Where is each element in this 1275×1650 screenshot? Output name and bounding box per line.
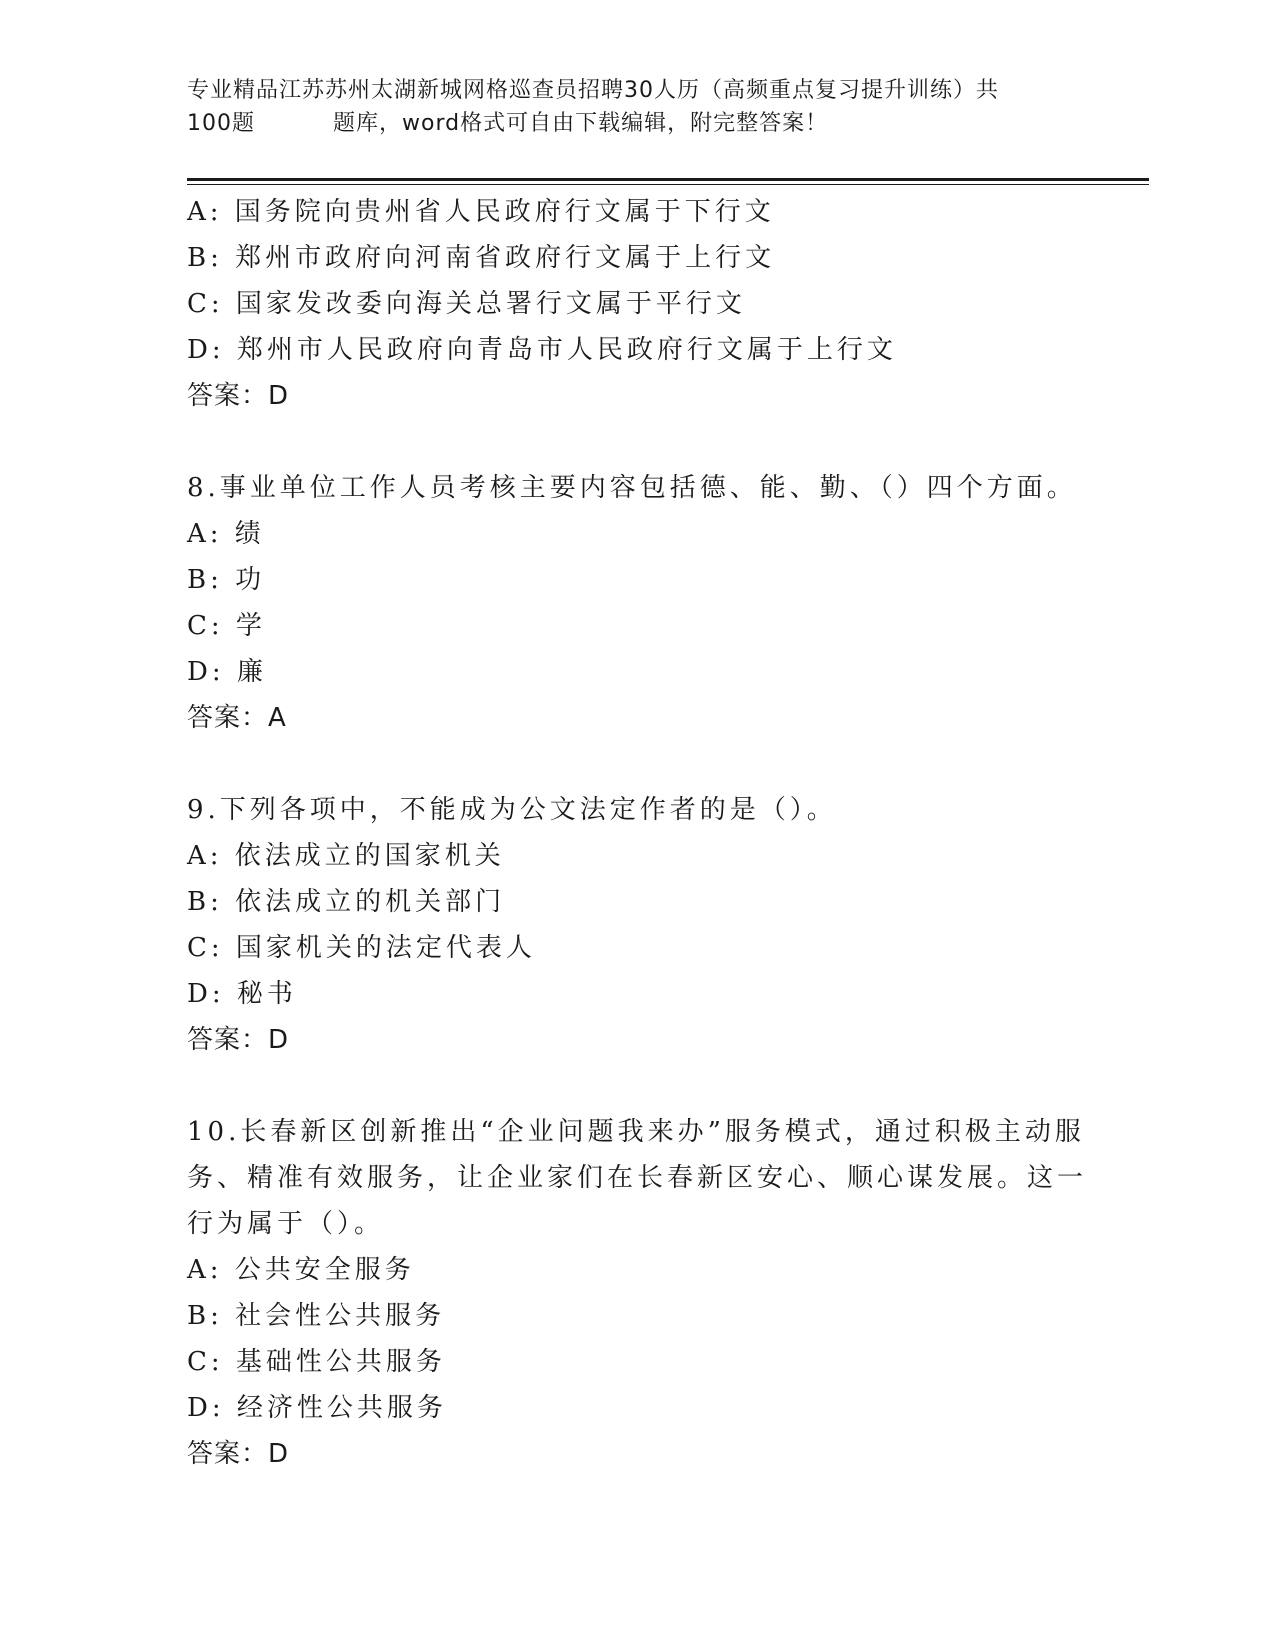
document-header [187,74,1087,140]
question-list [187,189,1087,1477]
question-10 [187,1109,1087,1477]
question-text-line-3: 行为属于（）。 [187,1209,385,1239]
option-a: A: 公共安全服务 [187,1255,415,1285]
option-d: D: 秘书 [187,979,297,1009]
option-d: D: 廉 [187,657,267,687]
question-text-line-2: 务、精准有效服务，让企业家们在长春新区安心、顺心谋发展。这一 [187,1163,1088,1193]
option-b: B: 郑州市政府向河南省政府行文属于上行文 [187,243,776,273]
option-b: B: 社会性公共服务 [187,1301,446,1331]
header-divider-thick [187,178,1149,181]
question-9 [187,787,1087,1063]
option-a: A: 依法成立的国家机关 [187,841,505,871]
option-c: C: 国家机关的法定代表人 [187,933,536,963]
question-7 [187,189,1087,419]
option-d: D: 郑州市人民政府向青岛市人民政府行文属于上行文 [187,335,897,365]
answer: 答案：D [187,381,290,411]
question-8 [187,465,1087,741]
header-line-1: 专业精品江苏苏州太湖新城网格巡查员招聘30人历（高频重点复习提升训练）共 [187,78,999,103]
question-text-line-1: 10.长春新区创新推出“企业问题我来办”服务模式，通过积极主动服 [187,1117,1085,1147]
option-c: C: 学 [187,611,266,641]
header-line-2 [187,107,1087,140]
question-text: 9.下列各项中，不能成为公文法定作者的是（）。 [187,795,837,825]
answer: 答案：D [187,1025,290,1055]
answer: 答案：D [187,1439,290,1469]
option-a: A: 国务院向贵州省人民政府行文属于下行文 [187,197,775,227]
header-question-count: 100题 [187,111,255,136]
option-a: A: 绩 [187,519,265,549]
answer: 答案：A [187,703,287,733]
option-c: C: 国家发改委向海关总署行文属于平行文 [187,289,746,319]
option-b: B: 功 [187,565,266,595]
header-description: 题库，word格式可自由下载编辑，附完整答案！ [333,111,829,136]
option-c: C: 基础性公共服务 [187,1347,446,1377]
question-text: 8.事业单位工作人员考核主要内容包括德、能、勤、（）四个方面。 [187,473,1077,503]
option-b: B: 依法成立的机关部门 [187,887,506,917]
option-d: D: 经济性公共服务 [187,1393,447,1423]
header-divider-thin [187,184,1149,185]
